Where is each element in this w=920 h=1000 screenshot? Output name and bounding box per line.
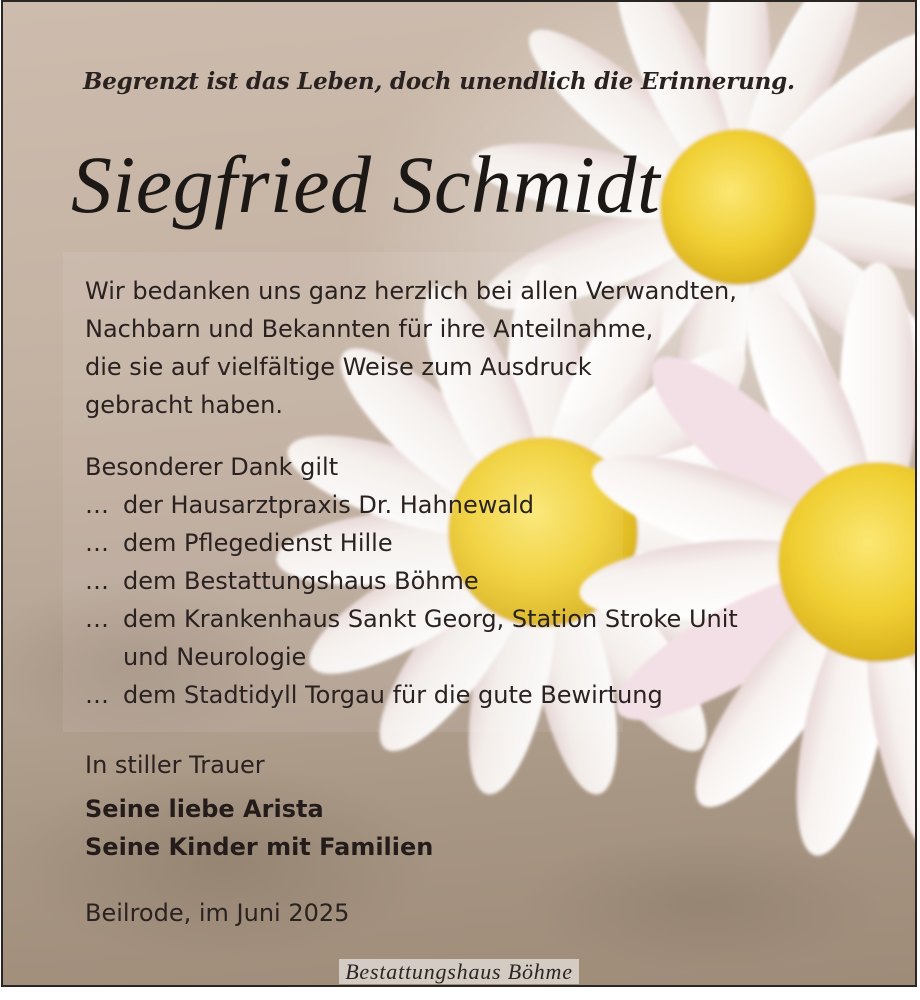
deceased-name: Siegfried Schmidt (71, 139, 661, 230)
motto-quote: Begrenzt ist das Leben, doch unendlich die Erinnerung. (83, 68, 795, 95)
special-thanks-item (85, 600, 738, 676)
special-thanks-continuation: und Neurologie (123, 643, 307, 671)
special-thanks-list (85, 486, 738, 714)
ellipsis-marker: … (85, 605, 109, 633)
thanks-line: Wir bedanken uns ganz herzlich bei allen Verwandten, (85, 277, 737, 305)
mourning-line: In stiller Trauer (85, 751, 265, 779)
thanks-paragraph (85, 272, 737, 424)
thanks-line: gebracht haben. (85, 391, 284, 419)
funeral-home-name: Bestattungshaus Böhme (339, 959, 579, 984)
obituary-text (3, 2, 915, 985)
thanks-line: die sie auf vielfältige Weise zum Ausdruck (85, 353, 592, 381)
ellipsis-marker: … (85, 491, 109, 519)
special-thanks-intro: Besonderer Dank gilt (85, 453, 339, 481)
funeral-home-footer (3, 959, 915, 985)
special-thanks-item (85, 562, 738, 600)
special-thanks-item (85, 676, 738, 714)
mourner-name: Seine liebe Arista (85, 795, 324, 823)
special-thanks-text: dem Bestattungshaus Böhme (123, 567, 479, 595)
thanks-line: Nachbarn und Bekannten für ihre Anteilnahme, (85, 315, 654, 343)
special-thanks-text: dem Stadtidyll Torgau für die gute Bewirtung (123, 681, 663, 709)
special-thanks-text: der Hausarztpraxis Dr. Hahnewald (123, 491, 534, 519)
ellipsis-marker: … (85, 567, 109, 595)
special-thanks-item (85, 524, 738, 562)
ellipsis-marker: … (85, 529, 109, 557)
mourner-name: Seine Kinder mit Familien (85, 833, 434, 861)
special-thanks-text: dem Krankenhaus Sankt Georg, Station Stroke Unit (123, 605, 738, 633)
special-thanks-item (85, 486, 738, 524)
special-thanks-text: dem Pflegedienst Hille (123, 529, 393, 557)
ellipsis-marker: … (85, 681, 109, 709)
obituary-card (1, 0, 917, 987)
place-and-date: Beilrode, im Juni 2025 (85, 899, 350, 927)
